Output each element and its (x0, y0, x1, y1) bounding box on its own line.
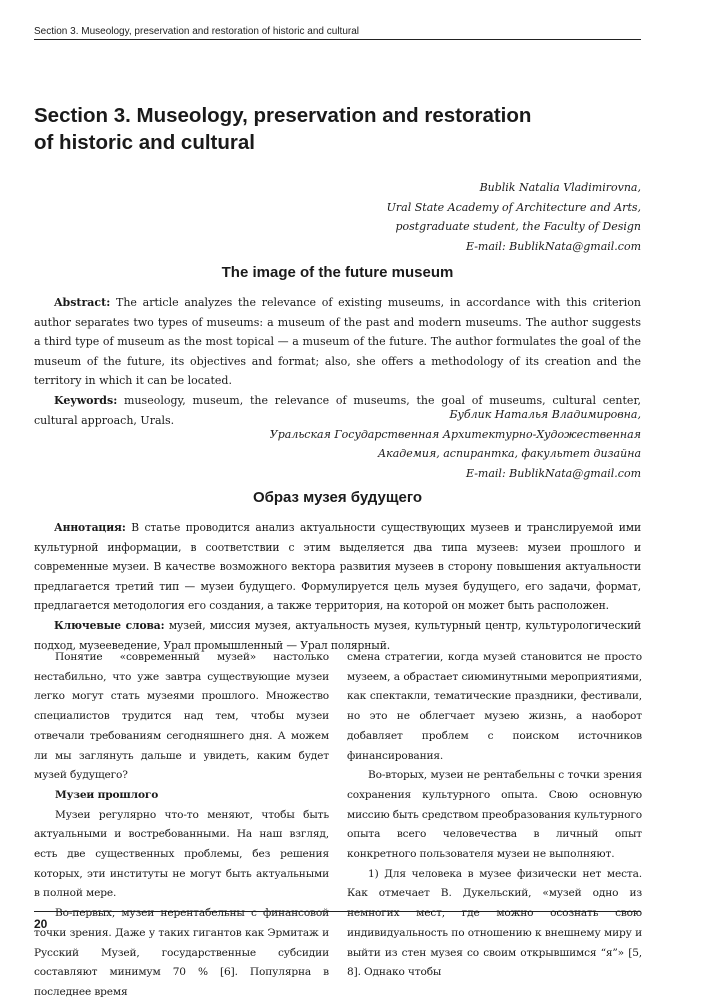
keywords-label: Ключевые слова: (54, 618, 165, 632)
author-name: Бублик Наталья Владимировна, (449, 408, 641, 421)
page-number: 20 (34, 917, 48, 931)
body-paragraph: 1) Для человека в музее физически нет места. Как отмечает В. Дукельский, «музей одно из немногих мест, где можно осознать свою индивидуальность по отношению к внешнему миру и выйти из стен музея со своим открывшимся “я”» [5, 8]. Однако чтобы (347, 867, 642, 979)
abstract-text: В статье проводится анализ актуальности существующих музеев и транслируемой ими культурной информации, в соответствии с этим выделяется два типа музеев: музеи прошлого и современные музеи. В качестве возможного вектора развития музеев в сторону повышения актуальности предлагается третий тип — музеи будущего. Формулируется цель музея будущего, его задачи, формат, предлагается методология его создания, а также территория, на которой он может быть расположен. (34, 521, 641, 613)
abstract-label: Аннотация: (54, 521, 126, 534)
author-block-ru (221, 405, 641, 483)
abstract-text: The article analyzes the relevance of existing museums, in accordance with this criterion author separates two types of museums: a museum of the past and modern museums. The author suggests a third type of museum as the most topical — a museum of the future. The author formulates the goal of the museum of the future, its objectives and format; also, she offers a methodology of its creation and the territory in which it can be located. (34, 296, 641, 388)
author-email: E-mail: BublikNata@gmail.com (465, 466, 641, 480)
subheading: Музеи прошлого (55, 788, 159, 801)
article-title-en: The image of the future museum (221, 264, 454, 281)
keywords-text: museology, museum, the relevance of museums, the goal of museums, cultural center, cultural approach, Urals. (34, 393, 641, 427)
footer-rule (34, 911, 641, 912)
abstract-paragraph (34, 518, 641, 616)
body-paragraph: Во-первых, музеи нерентабельны с финансовой точки зрения. Даже у таких гигантов как Эрмитаж и Русский Музей, государственные субсидии составляют минимум 70 % [6]. Популярна в последнее время (34, 907, 329, 998)
keywords-label: Keywords: (54, 393, 118, 407)
body-paragraph: Понятие «современный музей» настолько нестабильно, что уже завтра существующие музеи легко могут стать музеями прошлого. Множество специалистов трудится над тем, чтобы музеи отвечали требованиям сегодняшнего дня. А можем ли мы заглянуть дальше и увидеть, каким будет музей будущего? (34, 651, 329, 782)
author-block-en (221, 178, 641, 256)
body-paragraph: Во-вторых, музеи не рентабельны с точки зрения сохранения культурного опыта. Свою основную миссию быть средством преобразования культурного опыта всего человечества в личный опыт конкретного пользователя музеи не выполняют. (347, 769, 642, 861)
running-head: Section 3. Museology, preservation and restoration of historic and cultural (34, 26, 359, 37)
author-name: Bublik Natalia Vladimirovna, (479, 181, 641, 194)
section-title: Section 3. Museology, preservation and restoration of historic and cultural (34, 104, 532, 154)
body-column-left (34, 648, 329, 1003)
author-affiliation: Ural State Academy of Architecture and Arts, (386, 200, 641, 214)
header-rule (34, 39, 641, 40)
abstract-paragraph (34, 293, 641, 391)
author-affiliation: Уральская Государственная Архитектурно-Художественная (269, 427, 641, 441)
body-paragraph: Музеи регулярно что-то меняют, чтобы быть актуальными и востребованными. На наш взгляд, есть две существенных проблемы, без решения которых, эти институты не могут быть актуальными в полной мере. (34, 808, 329, 900)
article-title-ru: Образ музея будущего (252, 489, 423, 506)
body-column-right (347, 648, 642, 983)
abstract-label: Abstract: (54, 296, 111, 309)
author-email: E-mail: BublikNata@gmail.com (465, 239, 641, 253)
body-paragraph-continued: смена стратегии, когда музей становится не просто музеем, а обрастает сиюминутными мероприятиями, как спектакли, тематические праздники, фестивали, но это не облегчает музею жизнь, а наоборот добавляет проблем с поиском источников финансирования. (347, 651, 642, 762)
author-position: postgraduate student, the Faculty of Design (395, 220, 641, 234)
abstract-ru (34, 518, 641, 655)
author-position: Академия, аспирантка, факультет дизайна (377, 447, 641, 461)
keywords-text: музей, миссия музея, актуальность музея, культурный центр, культурологический подход, музееведение, Урал промышленный — Урал полярный. (34, 618, 641, 652)
